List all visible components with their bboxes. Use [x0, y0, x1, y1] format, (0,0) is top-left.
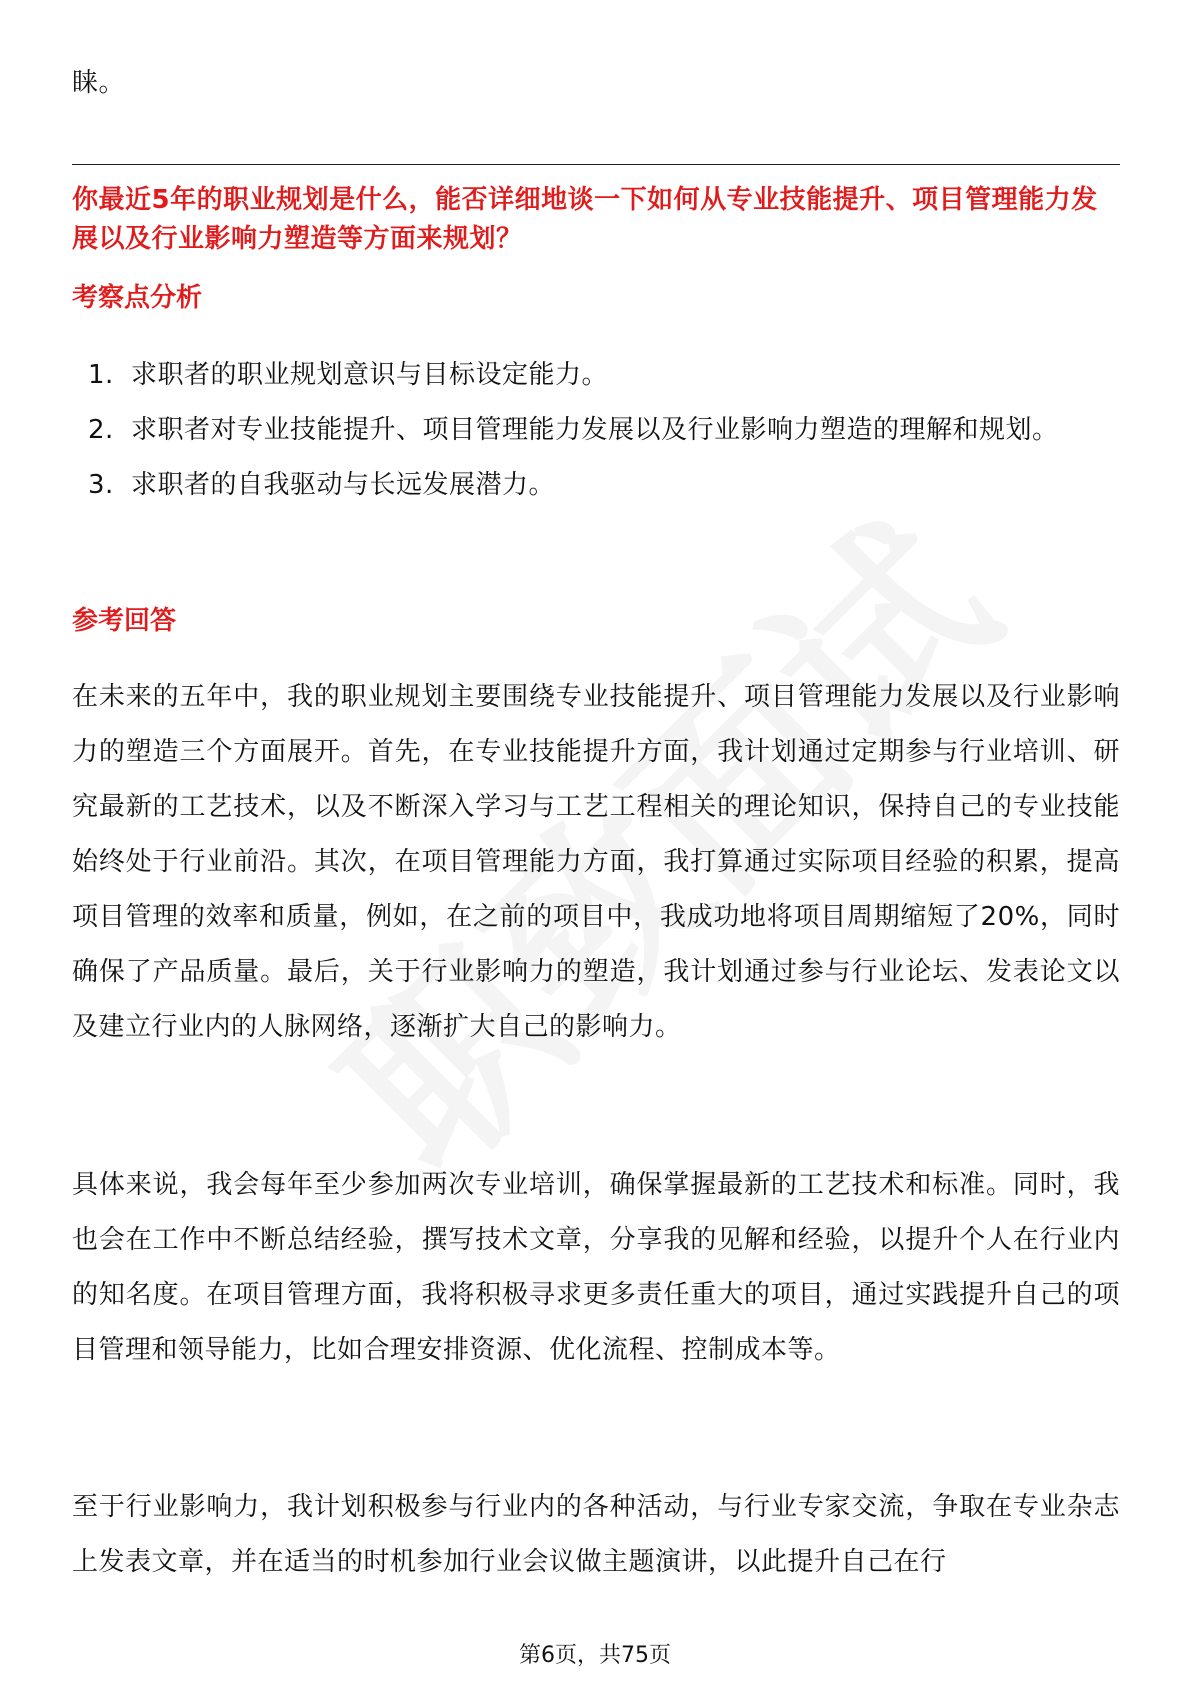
list-item: [88, 458, 1118, 513]
list-item-text: 求职者对专业技能提升、项目管理能力发展以及行业影响力塑造的理解和规划。: [131, 415, 1059, 445]
list-item-number: 3.: [88, 470, 114, 500]
page-number: 第6页，共75页: [519, 1643, 671, 1668]
points-list: [88, 348, 1118, 513]
document-page: [72, 0, 1120, 1684]
list-item-number: 1.: [88, 360, 114, 390]
list-item-number: 2.: [88, 415, 114, 445]
answer-heading: 参考回答: [72, 606, 177, 636]
answer-paragraph: 至于行业影响力，我计划积极参与行业内的各种活动，与行业专家交流，争取在专业杂志上发表文章，并在适当的时机参加行业会议做主题演讲，以此提升自己在行: [72, 1492, 1120, 1577]
points-heading: 考察点分析: [72, 283, 203, 313]
previous-section-tail: 睐。: [72, 68, 126, 98]
answer-paragraph: 具体来说，我会每年至少参加两次专业培训，确保掌握最新的工艺技术和标准。同时，我也会在工作中不断总结经验，撰写技术文章，分享我的见解和经验，以提升个人在行业内的知名度。在项目管理方面，我将积极寻求更多责任重大的项目，通过实践提升自己的项目管理和领导能力，比如合理安排资源、优化流程、控制成本等。: [72, 1170, 1120, 1365]
answer-paragraph: 在未来的五年中，我的职业规划主要围绕专业技能提升、项目管理能力发展以及行业影响力的塑造三个方面展开。首先，在专业技能提升方面，我计划通过定期参与行业培训、研究最新的工艺技术，以及不断深入学习与工艺工程相关的理论知识，保持自己的专业技能始终处于行业前沿。其次，在项目管理能力方面，我打算通过实际项目经验的积累，提高项目管理的效率和质量，例如，在之前的项目中，我成功地将项目周期缩短了20%，同时确保了产品质量。最后，关于行业影响力的塑造，我计划通过参与行业论坛、发表论文以及建立行业内的人脉网络，逐渐扩大自己的影响力。: [72, 682, 1120, 1042]
list-item-text: 求职者的职业规划意识与目标设定能力。: [131, 360, 609, 390]
list-item: [88, 403, 1118, 458]
section-divider: [72, 164, 1120, 165]
interview-question: 你最近5年的职业规划是什么，能否详细地谈一下如何从专业技能提升、项目管理能力发展以及行业影响力塑造等方面来规划？: [72, 185, 1098, 254]
list-item-text: 求职者的自我驱动与长远发展潜力。: [131, 470, 556, 500]
list-item: [88, 348, 1118, 403]
